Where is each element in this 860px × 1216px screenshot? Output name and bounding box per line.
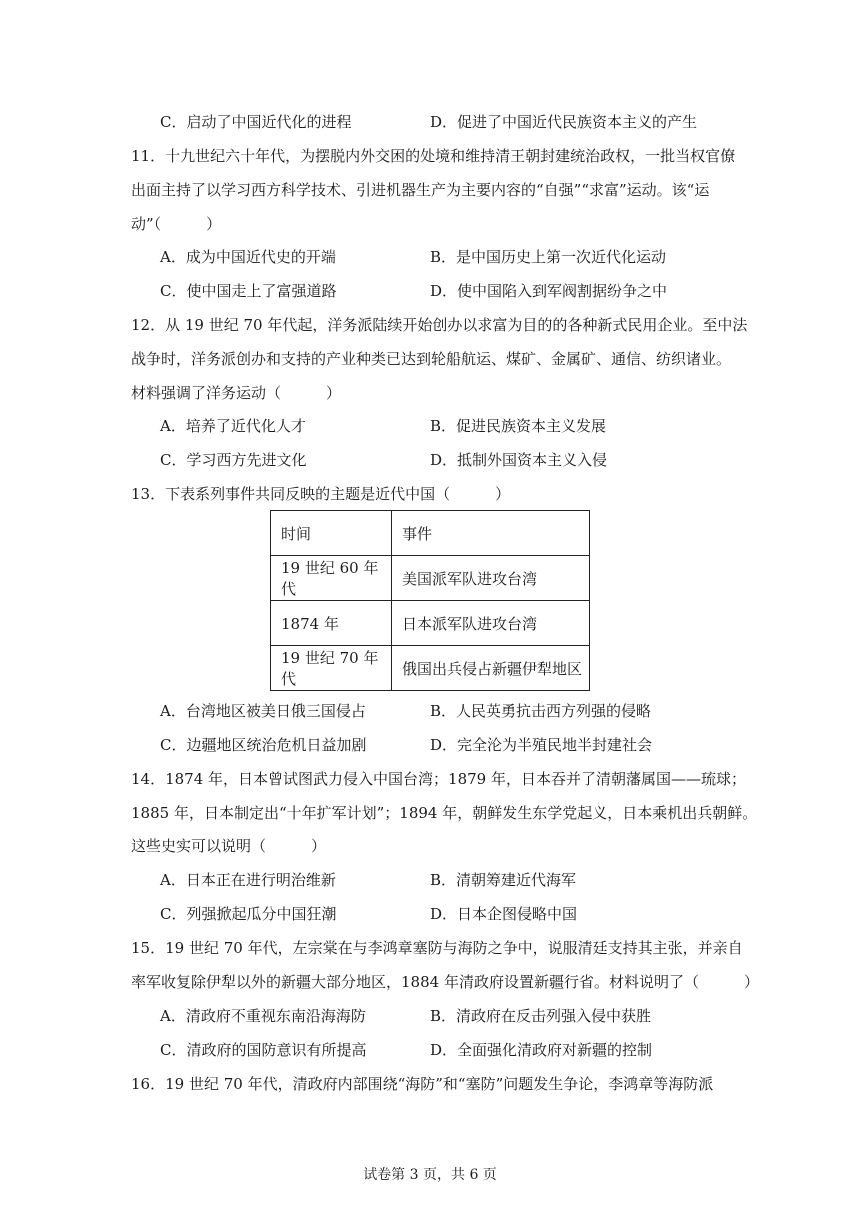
q14-option-b: B．清朝筹建近代海军 [430,871,577,889]
table-header-time: 时间 [271,511,392,556]
q14-option-d: D．日本企图侵略中国 [430,905,578,923]
q10-option-c: C．启动了中国近代化的进程 [160,113,352,131]
q14-option-a: A．日本正在进行明治维新 [160,871,336,889]
table-cell-event: 日本派军队进攻台湾 [392,601,590,646]
q11-option-b: B．是中国历史上第一次近代化运动 [430,248,667,266]
q13-option-a: A．台湾地区被美日俄三国侵占 [160,702,366,720]
q12-option-b: B．促进民族资本主义发展 [430,417,607,435]
q14-stem-line-2: 1885 年，日本制定出“十年扩军计划”；1894 年，朝鲜发生东学党起义，日本乘机出兵朝鲜。 [131,804,758,822]
q15-stem-line-1: 15．19 世纪 70 年代，左宗棠在与李鸿章塞防与海防之争中，说服清廷支持其主张，并亲自 [131,939,743,957]
q12-stem-line-1: 12．从 19 世纪 70 年代起，洋务派陆续开始创办以求富为目的的各种新式民用企业。至中法 [131,316,748,334]
page-footer: 试卷第 3 页，共 6 页 [363,1167,497,1183]
table-cell-event: 美国派军队进攻台湾 [392,556,590,601]
table-cell-time: 19 世纪 60 年代 [271,556,392,601]
table-cell-time: 1874 年 [271,601,392,646]
q10-option-d: D．促进了中国近代民族资本主义的产生 [430,113,698,131]
q14-stem-line-1: 14．1874 年，日本曾试图武力侵入中国台湾；1879 年，日本吞并了清朝藩属国——琉球； [131,770,746,788]
q15-option-a: A．清政府不重视东南沿海海防 [160,1007,366,1025]
q12-option-a: A．培养了近代化人才 [160,417,306,435]
q11-stem-line-2: 出面主持了以学习西方科学技术、引进机器生产为主要内容的“自强”“求富”运动。该“运 [131,181,710,199]
table-row [271,601,590,646]
table-header-row [271,511,590,556]
q11-option-c: C．使中国走上了富强道路 [160,282,337,300]
q16-stem-line-1: 16．19 世纪 70 年代，清政府内部围绕“海防”和“塞防”问题发生争论，李鸿章等海防派 [131,1075,714,1093]
q12-option-c: C．学习西方先进文化 [160,451,307,469]
q11-option-d: D．使中国陷入到军阀割据纷争之中 [430,282,668,300]
q15-stem-line-2: 率军收复除伊犁以外的新疆大部分地区，1884 年清政府设置新疆行省。材料说明了（ ） [131,973,759,991]
table-row [271,556,590,601]
q15-option-b: B．清政府在反击列强入侵中获胜 [430,1007,652,1025]
q13-option-b: B．人民英勇抗击西方列强的侵略 [430,702,652,720]
q11-stem-line-3: 动”（ ） [131,215,222,233]
q12-option-d: D．抵制外国资本主义入侵 [430,451,608,469]
q11-stem-line-1: 11．十九世纪六十年代，为摆脱内外交困的处境和维持清王朝封建统治政权，一批当权官僚 [131,147,736,165]
table-row [271,646,590,691]
events-table [270,510,590,691]
table-header-event: 事件 [392,511,590,556]
q15-option-d: D．全面强化清政府对新疆的控制 [430,1041,653,1059]
q14-stem-line-3: 这些史实可以说明（ ） [131,837,327,855]
q11-option-a: A．成为中国近代史的开端 [160,248,336,266]
q15-option-c: C．清政府的国防意识有所提高 [160,1041,367,1059]
table-cell-event: 俄国出兵侵占新疆伊犁地区 [392,646,590,691]
q13-stem-line-1: 13．下表系列事件共同反映的主题是近代中国（ ） [131,485,511,503]
q13-option-c: C．边疆地区统治危机日益加剧 [160,736,367,754]
table-cell-time: 19 世纪 70 年代 [271,646,392,691]
q13-option-d: D．完全沦为半殖民地半封建社会 [430,736,653,754]
q14-option-c: C．列强掀起瓜分中国狂潮 [160,905,337,923]
q12-stem-line-2: 战争时，洋务派创办和支持的产业种类已达到轮船航运、煤矿、金属矿、通信、纺织诸业。 [131,350,732,368]
q12-stem-line-3: 材料强调了洋务运动（ ） [131,384,342,402]
